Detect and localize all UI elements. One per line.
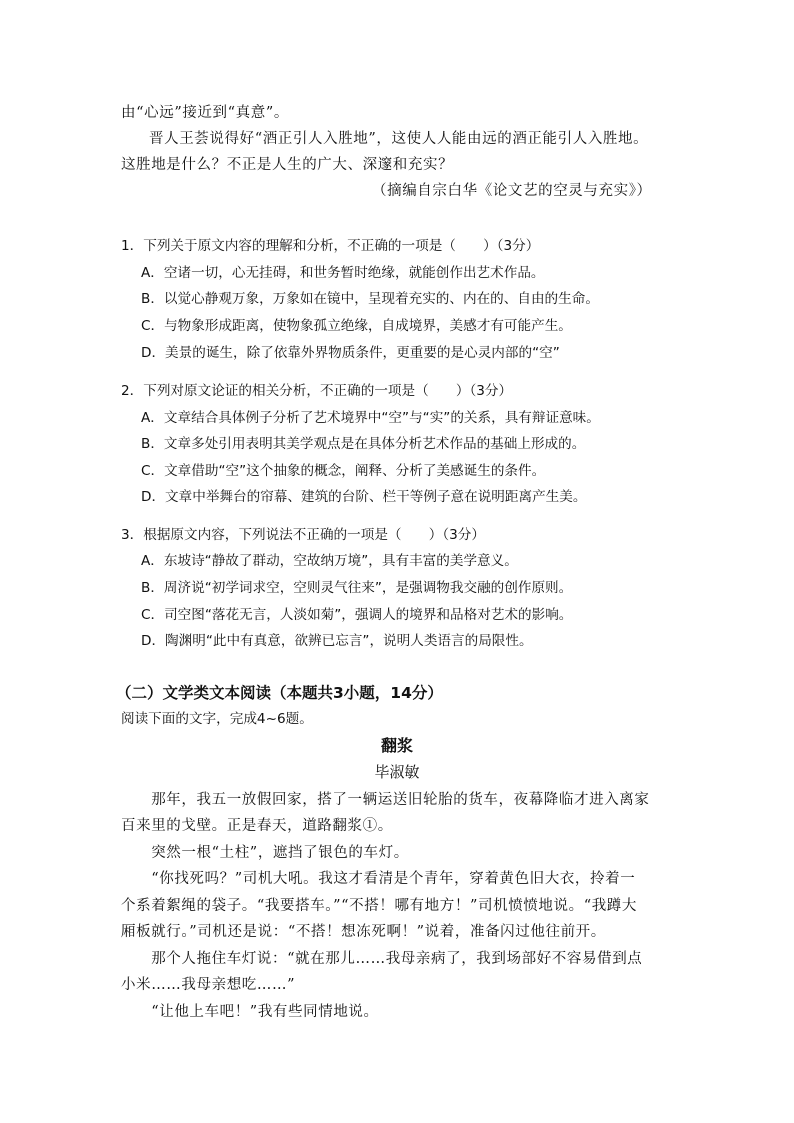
story-title: 翻浆 <box>380 736 413 755</box>
question-1-stem: 1．下列关于原文内容的理解和分析，不正确的一项是（ ）（3分） <box>121 238 540 254</box>
story-line: 百来里的戈壁。正是春天，道路翻浆①。 <box>121 818 393 834</box>
question-1-option-b: B．以觉心静观万象，万象如在镜中，呈现着充实的、内在的、自由的生命。 <box>141 291 599 307</box>
section-instruction: 阅读下面的文字，完成4~6题。 <box>121 711 313 727</box>
passage-line: 由“心远”接近到“真意”。 <box>121 105 289 121</box>
story-line: 个系着絮绳的袋子。“我要搭车。”“不搭！哪有地方！”司机愤愤地说。“我蹲大 <box>121 898 638 914</box>
passage-line: 这胜地是什么？不正是人生的广大、深邃和充实？ <box>121 157 454 173</box>
question-1-option-a: A．空诸一切，心无挂碍，和世务暂时绝缘，就能创作出艺术作品。 <box>141 265 545 281</box>
question-3-option-a: A．东坡诗“静故了群动，空故纳万境”，具有丰富的美学意义。 <box>141 553 518 569</box>
question-3-option-b: B．周济说“初学词求空，空则灵气往来”，是强调物我交融的创作原则。 <box>141 580 573 596</box>
question-2-option-c: C．文章借助“空”这个抽象的概念，阐释、分析了美感诞生的条件。 <box>141 463 546 479</box>
story-line: “你找死吗？”司机大吼。我这才看清是个青年，穿着黄色旧大衣，拎着一 <box>121 871 636 887</box>
question-2-stem: 2．下列对原文论证的相关分析，不正确的一项是（ ）（3分） <box>121 383 513 399</box>
story-author: 毕淑敏 <box>374 763 420 781</box>
question-2-option-d: D．文章中举舞台的帘幕、建筑的台阶、栏干等例子意在说明距离产生美。 <box>141 489 587 505</box>
question-2-option-b: B．文章多处引用表明其美学观点是在具体分析艺术作品的基础上形成的。 <box>141 436 586 452</box>
question-2-option-a: A．文章结合具体例子分析了艺术境界中“空”与“实”的关系，具有辩证意味。 <box>141 410 600 426</box>
story-line: 突然一根“土柱”，遮挡了银色的车灯。 <box>121 845 409 861</box>
story-line: 那个人拖住车灯说：“就在那儿……我母亲病了，我到场部好不容易借到点 <box>121 951 643 967</box>
passage-line: 晋人王荟说得好“酒正引人入胜地”，这使人人能由远的酒正能引人入胜地。 <box>149 131 649 147</box>
story-line: 小米……我母亲想吃……” <box>121 977 296 993</box>
question-1-option-c: C．与物象形成距离，使物象孤立绝缘，自成境界，美感才有可能产生。 <box>141 318 572 334</box>
passage-source: （摘编自宗白华《论文艺的空灵与充实》） <box>372 183 652 199</box>
question-3-option-d: D．陶渊明“此中有真意，欲辨已忘言”，说明人类语言的局限性。 <box>141 633 533 649</box>
story-line: 那年，我五一放假回家，搭了一辆运送旧轮胎的货车，夜幕降临才进入离家 <box>121 792 650 808</box>
section-heading: （二）文学类文本阅读（本题共3小题，14分） <box>116 684 443 702</box>
question-3-option-c: C．司空图“落花无言，人淡如菊”，强调人的境界和品格对艺术的影响。 <box>141 607 573 623</box>
story-line: 厢板就行。”司机还是说：“不搭！想冻死啊！”说着，准备闪过他往前开。 <box>121 924 606 940</box>
question-3-stem: 3．根据原文内容，下列说法不正确的一项是（ ）（3分） <box>121 527 485 543</box>
story-line: “让他上车吧！”我有些同情地说。 <box>121 1004 379 1020</box>
question-1-option-d: D．美景的诞生，除了依靠外界物质条件，更重要的是心灵内部的“空” <box>141 345 560 361</box>
